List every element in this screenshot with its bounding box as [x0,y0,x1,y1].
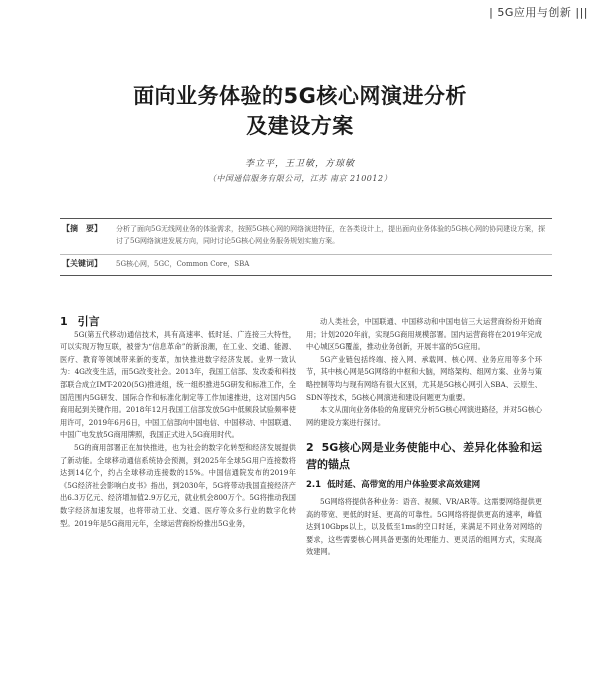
section-2-1-number: 2.1 [306,480,322,491]
section-1-number: 1 [60,315,68,328]
abstract-label: 【摘 要】 [62,224,102,233]
section-2-title: 5G核心网是业务使能中心、差异化体验和运营的锚点 [306,441,542,472]
keywords-label: 【关键词】 [62,259,102,268]
paragraph: 本文从面向业务体验的角度研究分析5G核心网演进路径，并对5G核心网的建设方案进行探讨。 [306,405,542,427]
paper-title-line-2: 及建设方案 [246,114,354,138]
section-2-heading [306,439,542,473]
left-column [60,316,296,530]
section-1-heading [60,316,296,329]
abstract-text: 分析了面向5G无线网业务的体验需求，按照5G核心网的网络演进特征，在各类设计上，提出面向业务体验的5G核心网的协同建设方案，探讨了5G网络演进发展方向，同时讨论5G核心网业务服务规划实施方案。 [116,225,546,245]
paper-title-line-1: 面向业务体验的5G核心网演进分析 [133,84,467,108]
section-2-number: 2 [306,441,314,455]
paragraph: 5G(第五代移动)通信技术，具有高速率、低时延、广连接三大特性，可以实现万物互联，被誉为“信息革命”的新浪潮，在工业、交通、能源、医疗、教育等领域带来新的变革，加快推进数字经济发展。业界一致认为：4G改变生活，而5G改变社会。2013年，我国工信部、发改委和科技部联合成立IMT-2020(5G)推进组，统一组织推进5G研发和标准工作，全国范围内5G研发、国际合作和标准化制定等工作加速推进，这对国内5G商用起到关键作用。2018年12月我国工信部发放5G中低频段试验频率使用许可，2019年6月6日，中国工信部向中国电信、中国移动、中国联通、中国广电发放5G商用牌照，我国正式进入5G商用时代。 [60,329,296,440]
paragraph: 动人类社会，中国联通、中国移动和中国电信三大运营商纷纷开始商用；计划2020年前，实现5G商用规模部署。国内运营商将在2019年完成中心城区5G覆盖，推动业务创新，开展丰富的5G应用。 [306,317,542,352]
section-1-title: 引言 [77,315,100,328]
section-2-1-title: 低时延、高带宽的用户体验要求高效建网 [327,480,481,491]
paragraph: 5G网络将提供各种业务：语音、视频、VR/AR等。这需要网络提供更高的带宽、更低的时延、更高的可靠性。5G网络将提供更高的速率，峰值达到10Gbps以上，以及低至1ms的空口时延，来满足不同业务对网络的要求，这些需要核心网具备更强的处理能力、更灵活的组网方式，实现高效建网。 [306,496,542,557]
paragraph: 5G的商用部署正在加快推进，也为社会的数字化转型和经济发展提供了新动能。全球移动通信系统协会预测，到2025年全球5G用户连接数将达到14亿个，约占全球移动连接数的15%。中国信通院发布的2019年《5G经济社会影响白皮书》指出，到2030年，5G将带动我国直接经济产出6.3万亿元、经济增加值2.9万亿元，就业机会800万个。5G将推动我国数字经济加速发展，也将带动工业、交通、医疗等众多行业的数字化转型。2019年是5G商用元年，全球运营商纷纷推出5G业务， [60,442,296,528]
keywords-text: 5G核心网，5GC，Common Core，SBA [116,260,250,268]
keywords-row [60,254,552,268]
authors: 李立平，王卫敏，方琼敏 [244,159,355,169]
section-header: | 5G应用与创新 ||| [489,6,588,19]
section-2-1-heading [306,479,542,492]
paragraph: 5G产业链包括终端、接入网、承载网、核心网、业务应用等多个环节，其中核心网是5G网络的中枢和大脑，网络架构、组网方案、业务与策略控制等均与现有网络有很大区别，尤其是5G核心网引入SBA、云原生、SDN等技术，5G核心网演进和建设问题更为重要。 [306,354,542,402]
right-column [306,316,542,559]
affiliation: （中国通信服务有限公司，江苏 南京 210012） [207,174,393,183]
abstract-box [60,218,552,276]
